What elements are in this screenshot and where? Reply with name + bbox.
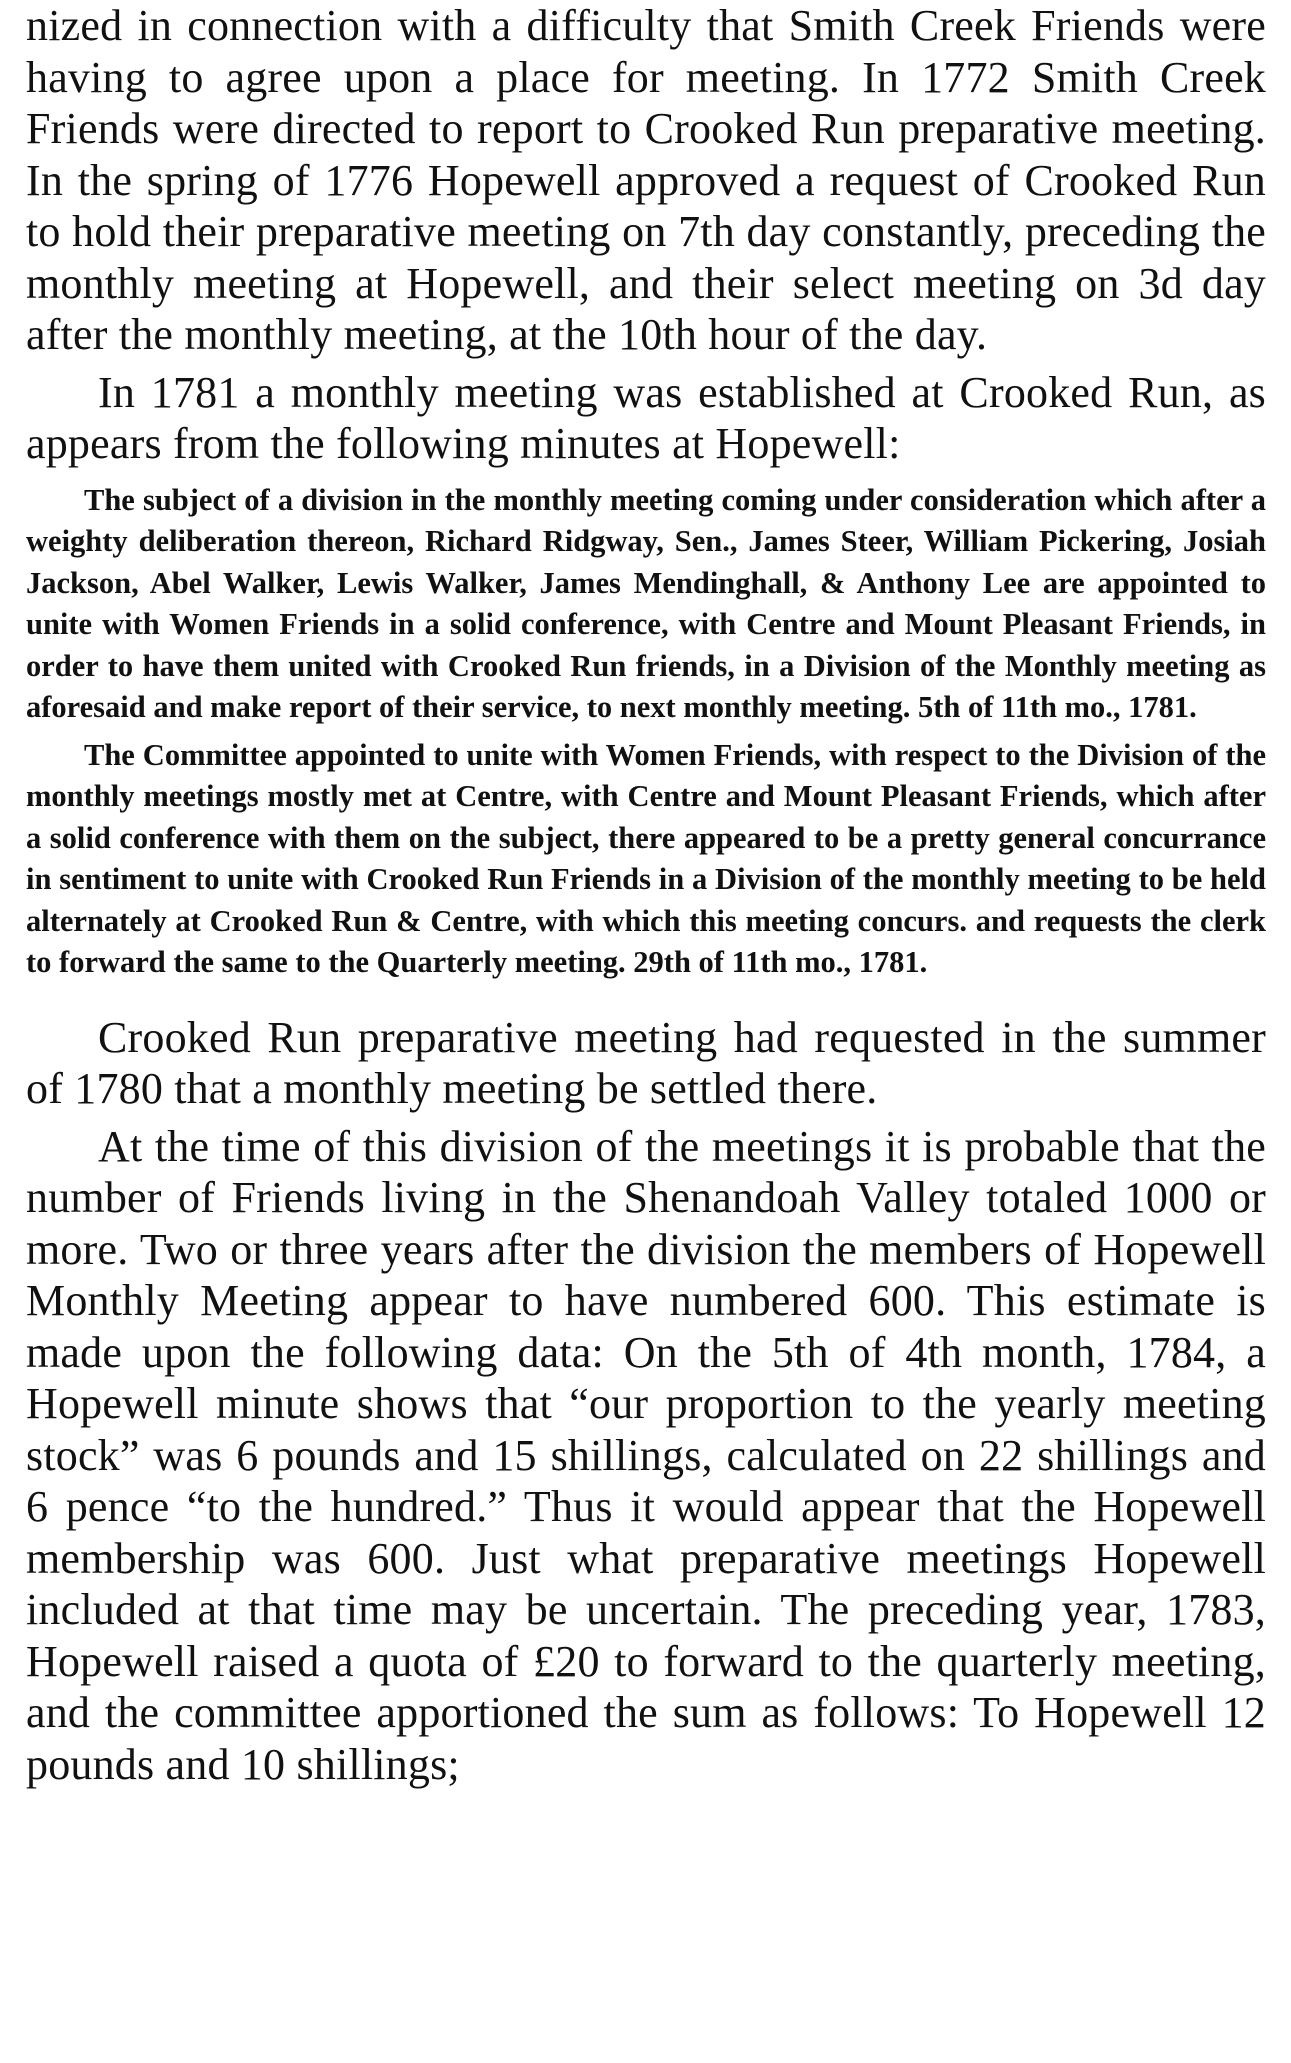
paragraph-smith-creek: nized in connection with a difficulty that Smith Creek Friends were having to agree upon a place for meeting. In 1772 Smith Creek Friends were directed to report to Crooked Run preparative meeting. In the spring of 1776 Hopewell approved a request of Crooked Run to hold their preparative meeting on 7th day constantly, preceding the monthly meeting at Hopewell, and their select meeting on 3d day after the monthly meeting, at the 10th hour of the day. <box>26 1 1266 359</box>
document-page <box>26 0 1266 1790</box>
minute-committee-report: The Committee appointed to unite with Women Friends, with respect to the Division of the monthly meetings mostly met at Centre, with Centre and Mount Pleasant Friends, which after a solid conference with them on the subject, there appeared to be a pretty general concurrance in sentiment to unite with Crooked Run Friends in a Division of the monthly meeting to be held alternately at Crooked Run & Centre, with which this meeting concurs. and requests the clerk to forward the same to the Quarterly meeting. 29th of 11th mo., 1781. <box>26 737 1266 979</box>
minute-division-committee: The subject of a division in the monthly meeting coming under consideration which after a weighty deliberation thereon, Richard Ridgway, Sen., James Steer, William Pickering, Josiah Jackson, Abel Walker, Lewis Walker, James Mendinghall, & Anthony Lee are appointed to unite with Women Friends in a solid conference, with Centre and Mount Pleasant Friends, in order to have them united with Crooked Run friends, in a Division of the Monthly meeting as aforesaid and make report of their service, to next monthly meeting. 5th of 11th mo., 1781. <box>26 482 1266 724</box>
paragraph-crooked-run-established: In 1781 a monthly meeting was established at Crooked Run, as appears from the following minutes at Hopewell: <box>26 367 1266 468</box>
quoted-minutes <box>26 480 1266 984</box>
paragraph-preparative-request: Crooked Run preparative meeting had requested in the summer of 1780 that a monthly meeting be settled there. <box>26 1012 1266 1113</box>
paragraph-membership-estimate: At the time of this division of the meetings it is probable that the number of Friends living in the Shenandoah Valley totaled 1000 or more. Two or three years after the division the members of Hopewell Monthly Meeting appear to have numbered 600. This estimate is made upon the following data: On the 5th of 4th month, 1784, a Hopewell minute shows that “our proportion to the yearly meeting stock” was 6 pounds and 15 shillings, calculated on 22 shillings and 6 pence “to the hundred.” Thus it would appear that the Hopewell membership was 600. Just what preparative meetings Hopewell included at that time may be uncertain. The preceding year, 1783, Hopewell raised a quota of £20 to forward to the quarterly meeting, and the committee apportioned the sum as follows: To Hopewell 12 pounds and 10 shillings; <box>26 1121 1266 1789</box>
